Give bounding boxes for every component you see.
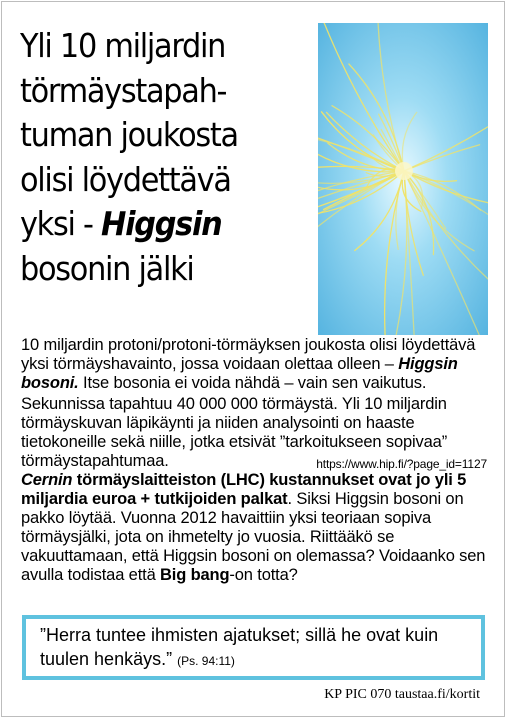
strong-text: törmäyslaitteiston (LHC) kustannukset ovat jo yli 5 miljardia euroa + tutkijoiden palkat <box>21 471 467 508</box>
collision-event-image <box>318 23 488 335</box>
headline-line: tuman joukosta <box>20 115 238 154</box>
headline-line: olisi löydettävä <box>20 159 231 199</box>
paragraph-text: 10 miljardin protoni/protoni-törmäyksen joukosta olisi löydettävä yksi törmäyshavainto, jossa voidaan olettaa olleen – <box>21 336 476 373</box>
quote-text: ”Herra tuntee ihmisten ajatukset; sillä he ovat kuin tuulen henkäys.” <box>40 625 439 669</box>
headline-line: törmäystapah- <box>20 70 227 110</box>
source-link[interactable]: https://www.hip.fi/?page_id=1127 <box>316 457 487 471</box>
headline-line: Yli 10 miljardin <box>20 26 226 65</box>
paragraph-text: -on totta? <box>229 566 298 584</box>
headline-line: bosonin jälki <box>20 248 194 288</box>
paragraph-text: . Siksi Higgsin bosoni on pakko löytää. Vuonna 2012 havaittiin yksi teoriaan sopiva törmäysjälki, jota on ihmetelty jo vuosia. Riittääkö se vakuuttamaan, että Higgsin bosoni on olemassa? Voidaanko sen avulla todistaa että <box>21 490 486 584</box>
headline-text: yksi - <box>20 204 102 243</box>
emphasis-text: Cernin <box>21 471 73 489</box>
bible-quote-box <box>22 615 485 680</box>
paragraph <box>21 336 491 393</box>
headline-line <box>20 202 287 247</box>
paragraph <box>21 471 491 585</box>
headline-emphasis: Higgsin <box>101 204 222 243</box>
quote-reference: (Ps. 94:11) <box>177 654 235 668</box>
card <box>1 1 505 717</box>
paragraph: Sekunnissa tapahtuu 40 000 000 törmäystä. Yli 10 miljardin törmäyskuvan läpikäynti ja niiden analysointi on haaste tietokoneille sekä niille, jotka etsivät ”tarkoitukseen sopivaa” törmäystapahtumaa. <box>21 395 448 470</box>
headline <box>20 24 287 291</box>
footer-credit: KP PIC 070 taustaa.fi/kortit <box>324 687 480 702</box>
body-text <box>21 336 491 585</box>
strong-text: Big bang <box>160 566 230 584</box>
emphasis-text: Higgsin bosoni. <box>21 355 458 392</box>
paragraph-text: Itse bosonia ei voida nähdä – vain sen vaikutus. <box>78 374 427 392</box>
